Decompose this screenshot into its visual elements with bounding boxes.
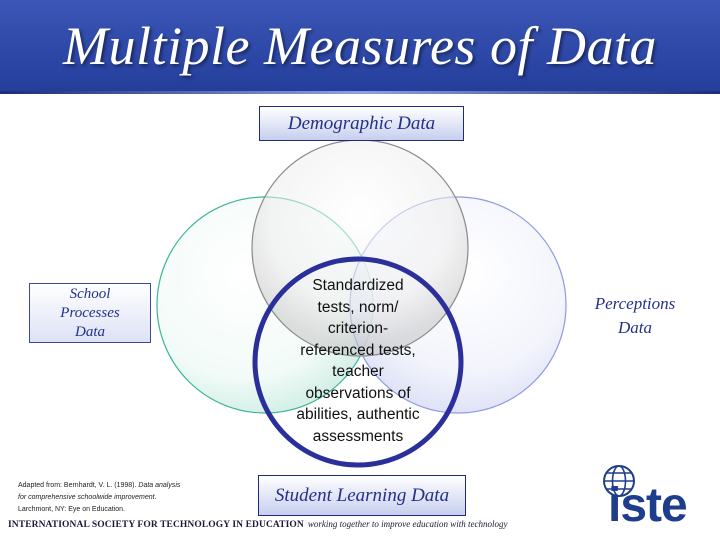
center-line: observations of (305, 384, 411, 402)
iste-logo (598, 462, 714, 532)
student-learning-data-label: Student Learning Data (258, 475, 466, 516)
center-line: tests, norm/ (317, 298, 399, 316)
citation-title-part: for comprehensive schoolwide improvement (18, 494, 155, 501)
school-label-line: School (69, 286, 111, 302)
school-label-line: Data (75, 324, 105, 340)
logo-wordmark: iste (608, 479, 687, 532)
demographic-data-label: Demographic Data (259, 106, 464, 141)
citation-text: . (154, 494, 157, 501)
citation-line-2 (18, 492, 228, 504)
perceptions-data-label (580, 292, 690, 342)
footer (8, 519, 507, 530)
center-line: assessments (312, 427, 404, 445)
citation (18, 480, 228, 516)
citation-text: Adapted from: Bernhardt, V. L. (1998). (18, 482, 137, 489)
center-line: criterion- (327, 320, 389, 337)
perceptions-label-line: Perceptions (594, 294, 676, 313)
center-line: teacher (332, 363, 384, 380)
citation-line-1 (18, 480, 228, 492)
school-label-line: Processes (60, 305, 120, 321)
citation-line-3: Larchmont, NY: Eye on Education. (18, 506, 126, 513)
footer-organization: INTERNATIONAL SOCIETY FOR TECHNOLOGY IN EDUCATION (8, 520, 304, 530)
center-description (268, 275, 448, 447)
citation-title-part: Data analysis (138, 482, 181, 489)
center-line: Standardized (312, 277, 404, 294)
perceptions-label-line: Data (618, 318, 652, 337)
center-line: referenced tests, (300, 341, 416, 359)
school-processes-data-label (29, 283, 151, 343)
footer-tagline: working together to improve education with technology (307, 519, 508, 529)
slide-title: Multiple Measures of Data (63, 16, 657, 76)
center-line: abilities, authentic (296, 406, 420, 423)
